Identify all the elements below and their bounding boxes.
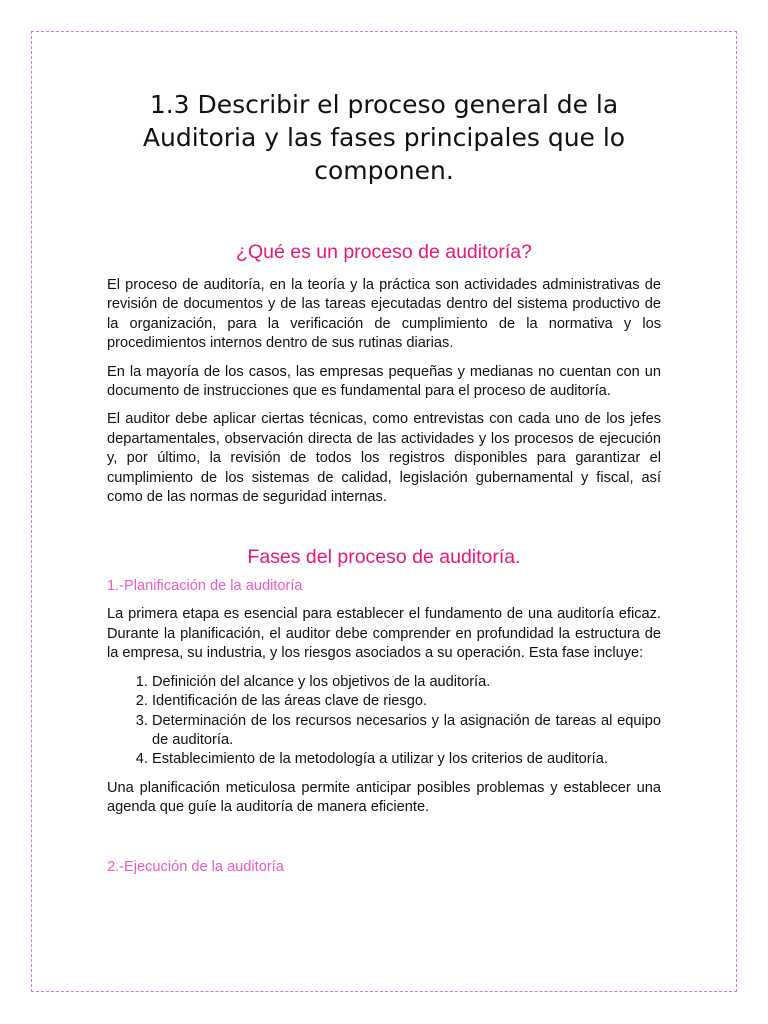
- paragraph: Una planificación meticulosa permite anticipar posibles problemas y establecer una agenda que guíe la auditoría de manera eficiente.: [107, 779, 661, 816]
- paragraph: La primera etapa es esencial para establecer el fundamento de una auditoría eficaz. Durante la planificación, el auditor debe comprender en profundidad la estructura de la empresa, su industria, y los riesgos asociados a su operación. Esta fase incluye:: [107, 606, 661, 662]
- document-title: 1.3 Describir el proceso general de la Auditoria y las fases principales que lo componen.: [142, 90, 626, 185]
- section-heading-what-is: ¿Qué es un proceso de auditoría?: [236, 241, 532, 263]
- document-body: [107, 240, 661, 877]
- list-item: 3. Determinación de los recursos necesarios y la asignación de tareas al equipo de auditoría.: [152, 712, 661, 751]
- list-item: 1. Definición del alcance y los objetivos de la auditoría.: [152, 673, 661, 692]
- list-item: 2. Identificación de las áreas clave de riesgo.: [152, 692, 661, 711]
- list-item: 4. Establecimiento de la metodología a utilizar y los criterios de auditoría.: [152, 750, 661, 769]
- planning-steps-list: [107, 673, 661, 770]
- paragraph: En la mayoría de los casos, las empresas pequeñas y medianas no cuentan con un documento de instrucciones que es fundamental para el proceso de auditoría.: [107, 363, 661, 400]
- paragraph: El proceso de auditoría, en la teoría y la práctica son actividades administrativas de revisión de documentos y de las tareas ejecutadas dentro del sistema productivo de la organización, para la verificación de cumplimiento de la normativa y los procedimientos internos dentro de sus rutinas diarias.: [107, 277, 661, 352]
- paragraph: El auditor debe aplicar ciertas técnicas, como entrevistas con cada uno de los jefes departamentales, observación directa de las actividades y los procesos de ejecución y, por último, la revisión de todos los registros disponibles para garantizar el cumplimiento de los sistemas de calidad, legislación gubernamental y fiscal, así como de las normas de seguridad internas.: [107, 411, 661, 506]
- phase-heading-execution: 2.-Ejecución de la auditoría: [107, 858, 284, 875]
- section-heading-phases: Fases del proceso de auditoría.: [247, 546, 521, 569]
- phase-heading-planning: 1.-Planificación de la auditoría: [107, 578, 303, 595]
